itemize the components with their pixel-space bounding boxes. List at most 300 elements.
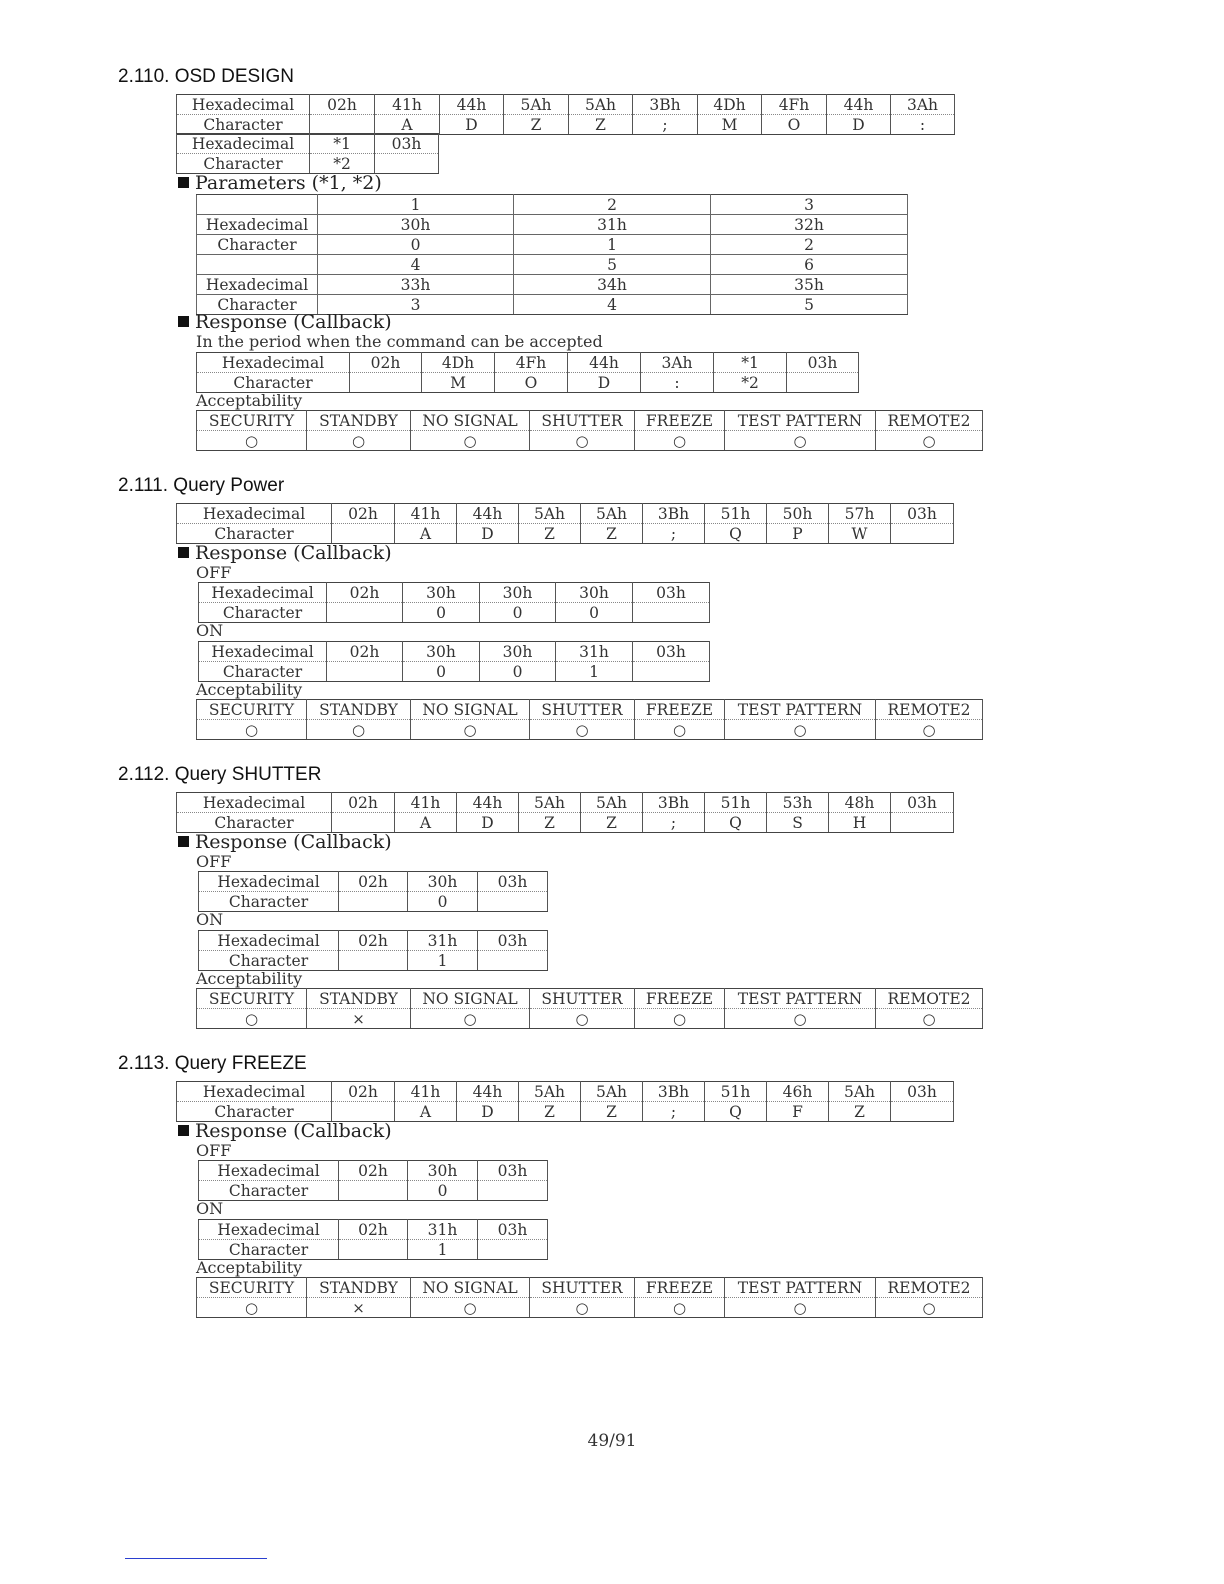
hex-cell: 5Ah (519, 504, 581, 524)
on-char-row (199, 662, 710, 682)
row-label: Character (199, 662, 327, 682)
row-label: Character (199, 1181, 339, 1201)
hex-cell: 02h (332, 504, 395, 524)
char-cell: Q (705, 1102, 767, 1122)
acceptability-label: Acceptability (196, 969, 303, 988)
command-hex-row (177, 95, 955, 115)
off-label: OFF (196, 1141, 232, 1160)
footer-rule (125, 1558, 267, 1559)
hex-cell: 3Ah (641, 353, 714, 373)
hex-cell: 02h (332, 793, 395, 813)
response-char-row (197, 373, 859, 393)
char-cell (332, 1102, 395, 1122)
hex-cell: 3Ah (891, 95, 955, 115)
acc-mark: ○ (876, 1298, 983, 1318)
section-title-2-111: 2.111. Query Power (118, 475, 285, 496)
param-cell: Hexadecimal (197, 275, 318, 295)
response-heading (178, 832, 392, 852)
acc-header: NO SIGNAL (411, 1278, 530, 1298)
query-freeze-off-table (198, 1160, 548, 1201)
acc-mark: ○ (876, 431, 983, 451)
char-cell (891, 524, 954, 544)
off-char-row (199, 892, 548, 912)
hex-cell: 4Fh (762, 95, 827, 115)
char-cell: O (762, 115, 827, 135)
row-label: Character (177, 524, 332, 544)
hex-cell: 3Bh (643, 1082, 705, 1102)
param-index-row (197, 255, 908, 275)
hex-cell: 44h (440, 95, 504, 115)
acc-header: STANDBY (307, 700, 411, 720)
hex-cell: 3Bh (643, 504, 705, 524)
hex-cell: 50h (767, 504, 829, 524)
acc-header: FREEZE (635, 700, 725, 720)
bullet-square-icon (178, 177, 189, 188)
on-label: ON (196, 1199, 224, 1218)
hex-cell: 5Ah (581, 793, 643, 813)
char-cell: : (641, 373, 714, 393)
response-heading (178, 1121, 392, 1141)
char-cell (478, 892, 548, 912)
acc-mark: ○ (876, 720, 983, 740)
param-cell: 34h (514, 275, 711, 295)
char-cell: : (891, 115, 955, 135)
acceptability-value-row (197, 1298, 983, 1318)
char-cell: Z (519, 813, 581, 833)
acc-header: REMOTE2 (876, 411, 983, 431)
acc-mark: ○ (197, 1009, 307, 1029)
hex-cell: 30h (403, 642, 480, 662)
param-cell: Character (197, 295, 318, 315)
char-cell (478, 951, 548, 971)
on-hex-row (199, 642, 710, 662)
hex-cell: 44h (457, 504, 519, 524)
page-number: 49/91 (587, 1431, 637, 1451)
parameters-label: Parameters (*1, *2) (195, 172, 382, 194)
hex-cell: 31h (408, 931, 478, 951)
hex-cell: 41h (395, 504, 457, 524)
param-cell: 0 (318, 235, 514, 255)
hex-cell: 41h (395, 793, 457, 813)
osd-design-acceptability-table (196, 410, 983, 451)
hex-cell: 5Ah (581, 504, 643, 524)
acc-header: REMOTE2 (876, 989, 983, 1009)
acc-header: SECURITY (197, 411, 307, 431)
bullet-square-icon (178, 316, 189, 327)
char-cell: 0 (403, 603, 480, 623)
param-cell: 4 (318, 255, 514, 275)
hex-cell: 03h (375, 134, 439, 154)
acc-header: SHUTTER (530, 1278, 635, 1298)
hex-cell: 03h (478, 1220, 548, 1240)
acc-header: SHUTTER (530, 411, 635, 431)
char-cell: O (495, 373, 568, 393)
command-hex-row (177, 134, 439, 154)
acc-header: SECURITY (197, 989, 307, 1009)
hex-cell: 46h (767, 1082, 829, 1102)
char-cell (332, 524, 395, 544)
char-cell: ; (643, 524, 705, 544)
row-label: Hexadecimal (177, 95, 310, 115)
acc-header: TEST PATTERN (725, 700, 876, 720)
param-cell: 3 (711, 195, 908, 215)
acceptability-header-row (197, 1278, 983, 1298)
char-cell (633, 662, 710, 682)
command-char-row (177, 154, 439, 174)
bullet-square-icon (178, 836, 189, 847)
hex-cell: 3Bh (633, 95, 698, 115)
hex-cell: 03h (891, 1082, 954, 1102)
on-hex-row (199, 931, 548, 951)
acc-header: SHUTTER (530, 989, 635, 1009)
section-title-2-110: 2.110. OSD DESIGN (118, 66, 294, 87)
hex-cell: 02h (339, 1220, 408, 1240)
response-heading (178, 312, 392, 332)
param-cell: 32h (711, 215, 908, 235)
off-hex-row (199, 1161, 548, 1181)
row-label: Hexadecimal (199, 931, 339, 951)
param-cell: 3 (318, 295, 514, 315)
off-label: OFF (196, 852, 232, 871)
char-cell: 1 (408, 951, 478, 971)
hex-cell: 03h (478, 1161, 548, 1181)
row-label: Character (197, 373, 350, 393)
row-label: Hexadecimal (177, 504, 332, 524)
char-cell: ; (643, 1102, 705, 1122)
acc-header: SECURITY (197, 700, 307, 720)
row-label: Character (177, 1102, 332, 1122)
char-cell: *2 (714, 373, 787, 393)
off-hex-row (199, 583, 710, 603)
char-cell (332, 813, 395, 833)
char-cell: A (395, 813, 457, 833)
hex-cell: 03h (478, 872, 548, 892)
response-label: Response (Callback) (195, 542, 392, 564)
hex-cell: 31h (556, 642, 633, 662)
hex-cell: 02h (339, 872, 408, 892)
param-char-row (197, 235, 908, 255)
char-cell: Z (581, 524, 643, 544)
command-char-row (177, 524, 954, 544)
char-cell: D (827, 115, 891, 135)
acc-header: TEST PATTERN (725, 411, 876, 431)
char-cell: A (395, 524, 457, 544)
hex-cell: 44h (457, 1082, 519, 1102)
acc-mark: × (307, 1009, 411, 1029)
acc-mark: ○ (876, 1009, 983, 1029)
param-cell: 31h (514, 215, 711, 235)
hex-cell: 03h (787, 353, 859, 373)
acc-header: SHUTTER (530, 700, 635, 720)
hex-cell: 5Ah (829, 1082, 891, 1102)
param-cell: 4 (514, 295, 711, 315)
on-char-row (199, 1240, 548, 1260)
acceptability-header-row (197, 411, 983, 431)
hex-cell: 30h (480, 583, 556, 603)
acc-header: REMOTE2 (876, 1278, 983, 1298)
char-cell: A (375, 115, 440, 135)
char-cell: M (698, 115, 762, 135)
param-cell: 2 (514, 195, 711, 215)
off-char-row (199, 1181, 548, 1201)
param-cell: 30h (318, 215, 514, 235)
param-hex-row (197, 215, 908, 235)
char-cell: 0 (556, 603, 633, 623)
acceptability-header-row (197, 989, 983, 1009)
param-cell: 1 (318, 195, 514, 215)
hex-cell: 03h (633, 642, 710, 662)
hex-cell: 02h (339, 1161, 408, 1181)
row-label: Character (177, 154, 310, 174)
section-title-2-113: 2.113. Query FREEZE (118, 1053, 307, 1074)
osd-design-command-table (176, 94, 955, 135)
bullet-square-icon (178, 547, 189, 558)
char-cell (478, 1240, 548, 1260)
hex-cell: 41h (375, 95, 440, 115)
char-cell: Z (504, 115, 569, 135)
command-char-row (177, 813, 954, 833)
hex-cell: 02h (332, 1082, 395, 1102)
char-cell: M (422, 373, 495, 393)
char-cell (339, 1181, 408, 1201)
on-label: ON (196, 621, 224, 640)
hex-cell: 03h (633, 583, 710, 603)
hex-cell: 02h (327, 583, 403, 603)
hex-cell: 41h (395, 1082, 457, 1102)
acc-mark: ○ (635, 720, 725, 740)
row-label: Hexadecimal (199, 1161, 339, 1181)
on-char-row (199, 951, 548, 971)
hex-cell: 5Ah (519, 1082, 581, 1102)
param-cell: 5 (711, 295, 908, 315)
char-cell: A (395, 1102, 457, 1122)
char-cell (310, 115, 375, 135)
acc-header: TEST PATTERN (725, 989, 876, 1009)
char-cell: Q (705, 813, 767, 833)
hex-cell: 4Fh (495, 353, 568, 373)
acc-mark: ○ (725, 720, 876, 740)
hex-cell: 5Ah (519, 793, 581, 813)
char-cell (327, 603, 403, 623)
query-freeze-acceptability-table (196, 1277, 983, 1318)
hex-cell: 53h (767, 793, 829, 813)
char-cell: Q (705, 524, 767, 544)
query-shutter-off-table (198, 871, 548, 912)
param-index-row (197, 195, 908, 215)
param-cell: Hexadecimal (197, 215, 318, 235)
acc-header: FREEZE (635, 411, 725, 431)
acc-mark: × (307, 1298, 411, 1318)
parameters-heading (178, 173, 382, 193)
param-cell: Character (197, 235, 318, 255)
acc-header: NO SIGNAL (411, 411, 530, 431)
hex-cell: 44h (457, 793, 519, 813)
on-hex-row (199, 1220, 548, 1240)
osd-design-response-table (196, 352, 859, 393)
acc-mark: ○ (411, 431, 530, 451)
off-char-row (199, 603, 710, 623)
char-cell: D (440, 115, 504, 135)
acceptability-label: Acceptability (196, 1258, 303, 1277)
char-cell: 1 (556, 662, 633, 682)
response-hex-row (197, 353, 859, 373)
hex-cell: 03h (478, 931, 548, 951)
acc-mark: ○ (411, 1298, 530, 1318)
acceptability-header-row (197, 700, 983, 720)
acc-mark: ○ (530, 1009, 635, 1029)
row-label: Hexadecimal (199, 872, 339, 892)
char-cell: 1 (408, 1240, 478, 1260)
acc-mark: ○ (635, 1298, 725, 1318)
query-shutter-on-table (198, 930, 548, 971)
char-cell: ; (643, 813, 705, 833)
acc-header: FREEZE (635, 989, 725, 1009)
query-power-acceptability-table (196, 699, 983, 740)
param-cell (197, 255, 318, 275)
command-hex-row (177, 504, 954, 524)
acc-mark: ○ (725, 431, 876, 451)
acceptability-value-row (197, 1009, 983, 1029)
hex-cell: 03h (891, 504, 954, 524)
off-hex-row (199, 872, 548, 892)
on-label: ON (196, 910, 224, 929)
acc-header: NO SIGNAL (411, 989, 530, 1009)
hex-cell: *1 (310, 134, 375, 154)
acc-mark: ○ (530, 431, 635, 451)
command-char-row (177, 1102, 954, 1122)
char-cell (350, 373, 422, 393)
hex-cell: 48h (829, 793, 891, 813)
char-cell: H (829, 813, 891, 833)
query-power-off-table (198, 582, 710, 623)
acc-header: FREEZE (635, 1278, 725, 1298)
char-cell (339, 892, 408, 912)
param-cell: 35h (711, 275, 908, 295)
char-cell: Z (569, 115, 633, 135)
char-cell: D (457, 524, 519, 544)
acc-header: SECURITY (197, 1278, 307, 1298)
char-cell (327, 662, 403, 682)
acc-header: STANDBY (307, 411, 411, 431)
char-cell: D (457, 1102, 519, 1122)
hex-cell: 4Dh (698, 95, 762, 115)
param-cell: 5 (514, 255, 711, 275)
hex-cell: 02h (310, 95, 375, 115)
acc-mark: ○ (197, 720, 307, 740)
response-label: Response (Callback) (195, 1120, 392, 1142)
acc-mark: ○ (530, 720, 635, 740)
hex-cell: 44h (568, 353, 641, 373)
char-cell: D (568, 373, 641, 393)
row-label: Hexadecimal (177, 134, 310, 154)
row-label: Hexadecimal (199, 1220, 339, 1240)
char-cell: D (457, 813, 519, 833)
char-cell: 0 (480, 662, 556, 682)
hex-cell: 31h (408, 1220, 478, 1240)
char-cell: 0 (403, 662, 480, 682)
response-label: Response (Callback) (195, 311, 392, 333)
acc-mark: ○ (307, 720, 411, 740)
param-cell (197, 195, 318, 215)
hex-cell: 5Ah (581, 1082, 643, 1102)
char-cell: Z (829, 1102, 891, 1122)
hex-cell: 5Ah (504, 95, 569, 115)
char-cell: S (767, 813, 829, 833)
command-hex-row (177, 793, 954, 813)
acc-mark: ○ (725, 1298, 876, 1318)
hex-cell: 30h (480, 642, 556, 662)
char-cell (339, 1240, 408, 1260)
query-freeze-on-table (198, 1219, 548, 1260)
command-hex-row (177, 1082, 954, 1102)
param-cell: 1 (514, 235, 711, 255)
param-hex-row (197, 275, 908, 295)
char-cell: ; (633, 115, 698, 135)
param-cell: 2 (711, 235, 908, 255)
acc-mark: ○ (197, 1298, 307, 1318)
hex-cell: 51h (705, 1082, 767, 1102)
parameters-table (196, 194, 908, 315)
param-cell: 33h (318, 275, 514, 295)
hex-cell: 51h (705, 504, 767, 524)
acc-mark: ○ (530, 1298, 635, 1318)
acc-mark: ○ (411, 720, 530, 740)
response-label: Response (Callback) (195, 831, 392, 853)
row-label: Character (199, 603, 327, 623)
char-cell (339, 951, 408, 971)
acc-mark: ○ (411, 1009, 530, 1029)
char-cell: Z (519, 1102, 581, 1122)
acc-header: TEST PATTERN (725, 1278, 876, 1298)
char-cell: F (767, 1102, 829, 1122)
acc-mark: ○ (635, 431, 725, 451)
row-label: Character (199, 951, 339, 971)
hex-cell: 3Bh (643, 793, 705, 813)
acceptability-label: Acceptability (196, 391, 303, 410)
hex-cell: 02h (350, 353, 422, 373)
row-label: Character (199, 892, 339, 912)
acceptability-label: Acceptability (196, 680, 303, 699)
query-power-command-table (176, 503, 954, 544)
hex-cell: 4Dh (422, 353, 495, 373)
acc-mark: ○ (197, 431, 307, 451)
char-cell (787, 373, 859, 393)
row-label: Character (199, 1240, 339, 1260)
hex-cell: 51h (705, 793, 767, 813)
acceptability-value-row (197, 720, 983, 740)
query-shutter-acceptability-table (196, 988, 983, 1029)
hex-cell: 02h (327, 642, 403, 662)
row-label: Hexadecimal (199, 642, 327, 662)
char-cell: Z (581, 1102, 643, 1122)
hex-cell: 30h (408, 1161, 478, 1181)
bullet-square-icon (178, 1125, 189, 1136)
osd-design-command-table-continued (176, 133, 439, 174)
char-cell (478, 1181, 548, 1201)
hex-cell: 03h (891, 793, 954, 813)
char-cell: Z (581, 813, 643, 833)
char-cell: P (767, 524, 829, 544)
acc-mark: ○ (307, 431, 411, 451)
hex-cell: 30h (556, 583, 633, 603)
off-label: OFF (196, 563, 232, 582)
hex-cell: 44h (827, 95, 891, 115)
query-freeze-command-table (176, 1081, 954, 1122)
char-cell: 0 (480, 603, 556, 623)
hex-cell: 02h (339, 931, 408, 951)
hex-cell: 5Ah (569, 95, 633, 115)
acc-header: STANDBY (307, 989, 411, 1009)
